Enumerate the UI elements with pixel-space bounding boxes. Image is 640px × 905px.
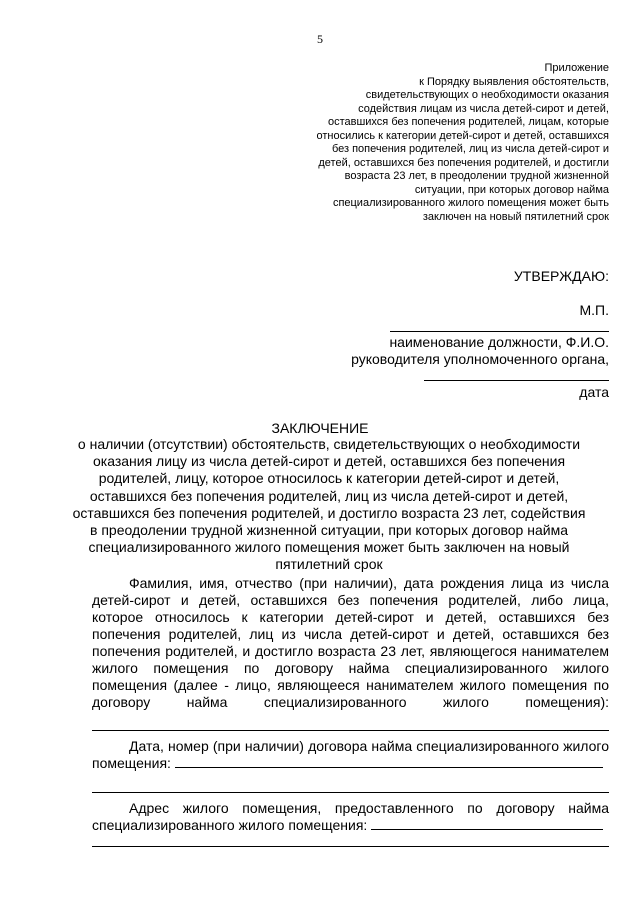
contract-field-row (92, 755, 609, 772)
person-field-label: помещения (далее - лицо, являющееся нанимателем жилого помещения по (92, 677, 609, 693)
person-field-label: жилого помещения по договору найма специализированного жилого (92, 660, 609, 676)
date-label: дата (579, 384, 609, 400)
address-field-label: специализированного жилого помещения: (92, 817, 368, 833)
appendix-line: заключен на новый пятилетний срок (422, 210, 609, 223)
appendix-line: относились к категории детей-сирот и детей, оставшихся (316, 129, 609, 142)
appendix-line: без попечения родителей, лиц из числа детей-сирот и (331, 143, 609, 155)
signature-line[interactable] (390, 331, 609, 332)
position-label: наименование должности, Ф.И.О. (389, 334, 609, 350)
contract-field-label: Дата, номер (при наличии) договора найма специализированного жилого (129, 738, 609, 754)
person-field-label: попечения родителей, и достигло возраста 23 лет, являющегося нанимателем (92, 643, 609, 659)
appendix-line: специализированного жилого помещения может быть (332, 197, 609, 209)
address-field-label: Адрес жилого помещения, предоставленного по договору найма (129, 800, 609, 816)
appendix-line: возраста 23 лет, в преодолении трудной жизненной (344, 170, 609, 182)
subtitle-line: оказания лицу из числа детей-сирот и детей, оставшихся без попечения (92, 453, 566, 470)
address-field-row (92, 817, 609, 834)
person-field-label: детей-сирот и детей, оставшихся без попечения родителей, либо лица, (92, 592, 609, 608)
person-field-label: договору найма специализированного жилого помещения): (92, 694, 609, 710)
seal-label: М.П. (579, 302, 609, 318)
head-label: руководителя уполномоченного органа, (351, 351, 609, 367)
subtitle-line: специализированного жилого помещения может быть заключен на новый (88, 539, 570, 556)
document-title: ЗАКЛЮЧЕНИЕ (271, 420, 369, 436)
person-field-label: попечения родителей, лиц из числа детей-сирот и детей, оставшихся без (92, 626, 609, 642)
date-line[interactable] (424, 380, 609, 381)
subtitle-line: пятилетний срок (275, 556, 383, 573)
subtitle-line: родителей, лицу, которое относилось к категории детей-сирот и детей, (98, 470, 560, 487)
subtitle-line: о наличии (отсутствии) обстоятельств, свидетельствующих о необходимости (77, 436, 581, 452)
appendix-line: детей, оставшихся без попечения родителей, и достигли (318, 156, 609, 169)
contract-input-line[interactable] (175, 755, 603, 768)
appendix-header (317, 62, 609, 224)
contract-input-line-2[interactable] (92, 792, 609, 793)
appendix-line: ситуации, при которых договор найма (414, 183, 609, 196)
appendix-line: Приложение (544, 62, 609, 74)
subtitle-line: оставшихся без попечения родителей, лиц из числа детей-сирот и детей, (89, 487, 569, 504)
subtitle-line: в преодолении трудной жизненной ситуации, при которых договор найма (90, 522, 568, 539)
subtitle-line: оставшихся без попечения родителей, и достигло возраста 23 лет, содействия (72, 504, 586, 521)
appendix-line: содействия лицам из числа детей-сирот и детей, (358, 102, 609, 115)
contract-field-label: помещения: (92, 755, 171, 771)
appendix-line: к Порядку выявления обстоятельств, (419, 75, 609, 88)
approve-label: УТВЕРЖДАЮ: (513, 268, 609, 284)
address-input-line[interactable] (371, 817, 603, 830)
appendix-line: оставшихся без попечения родителей, лицам, которые (327, 116, 609, 128)
person-field-label: которое относилось к категории детей-сирот и детей, оставшихся без (92, 609, 609, 625)
address-input-line-2[interactable] (92, 846, 609, 847)
person-field-label: Фамилия, имя, отчество (при наличии), дата рождения лица из числа (129, 575, 609, 591)
appendix-line: свидетельствующих о необходимости оказания (365, 89, 609, 101)
person-input-line[interactable] (92, 730, 609, 731)
page-number: 5 (317, 32, 323, 46)
document-subtitle (40, 436, 618, 574)
